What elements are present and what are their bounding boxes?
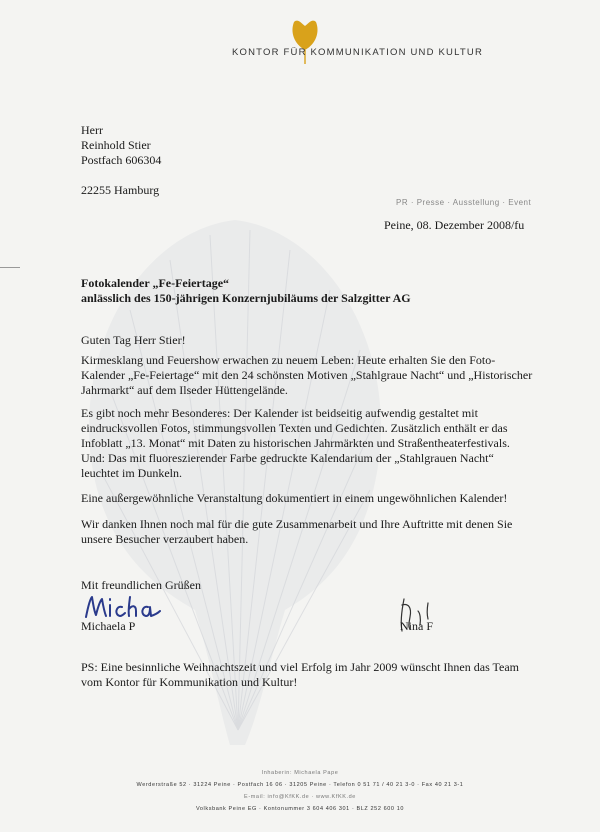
paragraph-4 [81, 517, 512, 547]
postscript-line: vom Kontor für Kommunikation und Kultur! [81, 675, 298, 689]
signer-name: Michaela P [81, 619, 136, 633]
footer-contact: E-mail: info@KfKK.de · www.KfKK.de [244, 794, 356, 800]
closing-text: Mit freundlichen Grüßen [81, 578, 201, 592]
footer-bank: Volksbank Peine EG · Kontonummer 3 604 406 301 · BLZ 252 600 10 [195, 806, 405, 812]
paragraph-line: Infoblatt „13. Monat“ mit Daten zu historischen Jahrmärkten und Straßentheaterfestivals. [81, 436, 510, 450]
paragraph-1 [81, 353, 532, 398]
signer-2 [400, 619, 433, 634]
recipient-name: Reinhold Stier [81, 138, 151, 152]
subject-line-2: anlässlich des 150-jährigen Konzernjubiläums der Salzgitter AG [81, 291, 411, 305]
paragraph-line: Kirmesklang und Feuershow erwachen zu neuem Leben: Heute erhalten Sie den Foto- [81, 353, 496, 367]
signer-1 [81, 619, 135, 634]
postscript-line: PS: Eine besinnliche Weihnachtszeit und viel Erfolg im Jahr 2009 wünscht Ihnen das Team [81, 660, 519, 674]
footer-owner: Inhaberin: Michaela Pape [261, 770, 339, 776]
recipient-city: 22255 Hamburg [81, 183, 160, 197]
postscript [81, 660, 519, 690]
paragraph-2 [81, 406, 510, 481]
recipient-salutation: Herr [81, 123, 103, 137]
paragraph-line: Es gibt noch mehr Besonderes: Der Kalender ist beidseitig aufwendig gestaltet mit [81, 406, 478, 420]
greeting-text: Guten Tag Herr Stier! [81, 333, 186, 347]
greeting [81, 333, 186, 348]
paragraph-line: Jahrmarkt“ auf dem Ilseder Hüttengelände. [81, 383, 288, 397]
fold-mark [0, 267, 20, 268]
closing [81, 578, 201, 593]
footer-address: Werderstraße 52 · 31224 Peine · Postfach 16 06 · 31205 Peine · Telefon 0 51 71 / 40 21 3-0 · Fax 40 21 3-1 [136, 782, 464, 788]
subject-line-1: Fotokalender „Fe-Feiertage“ [81, 276, 230, 290]
brand-name: KONTOR FÜR KOMMUNIKATION UND KULTUR [232, 47, 484, 58]
paragraph-line: eindrucksvollen Fotos, stimmungsvollen Texten und Gedichten. Zusätzlich enthält er das [81, 421, 508, 435]
paragraph-line: unsere Besucher verzaubert haben. [81, 532, 249, 546]
services-line: PR · Presse · Ausstellung · Event [396, 198, 532, 207]
recipient-street: Postfach 606304 [81, 153, 162, 167]
paragraph-line: Kalender „Fe-Feiertage“ mit den 24 schönsten Motiven „Stahlgraue Nacht“ und „Historischer [81, 368, 533, 382]
paragraph-3 [81, 491, 507, 506]
recipient-address [81, 123, 161, 198]
paragraph-line: leuchtet im Dunkeln. [81, 466, 182, 480]
subject [81, 276, 411, 306]
paragraph-line: Eine außergewöhnliche Veranstaltung dokumentiert in einem ungewöhnlichen Kalender! [81, 491, 508, 505]
signer-name: Nina F [400, 619, 433, 633]
paragraph-line: Und: Das mit fluoreszierender Farbe gedruckte Kalendarium der „Stahlgrauen Nacht“ [81, 451, 494, 465]
letter-date: Peine, 08. Dezember 2008/fu [384, 218, 525, 232]
paragraph-line: Wir danken Ihnen noch mal für die gute Zusammenarbeit und Ihre Auftritte mit denen Sie [81, 517, 513, 531]
